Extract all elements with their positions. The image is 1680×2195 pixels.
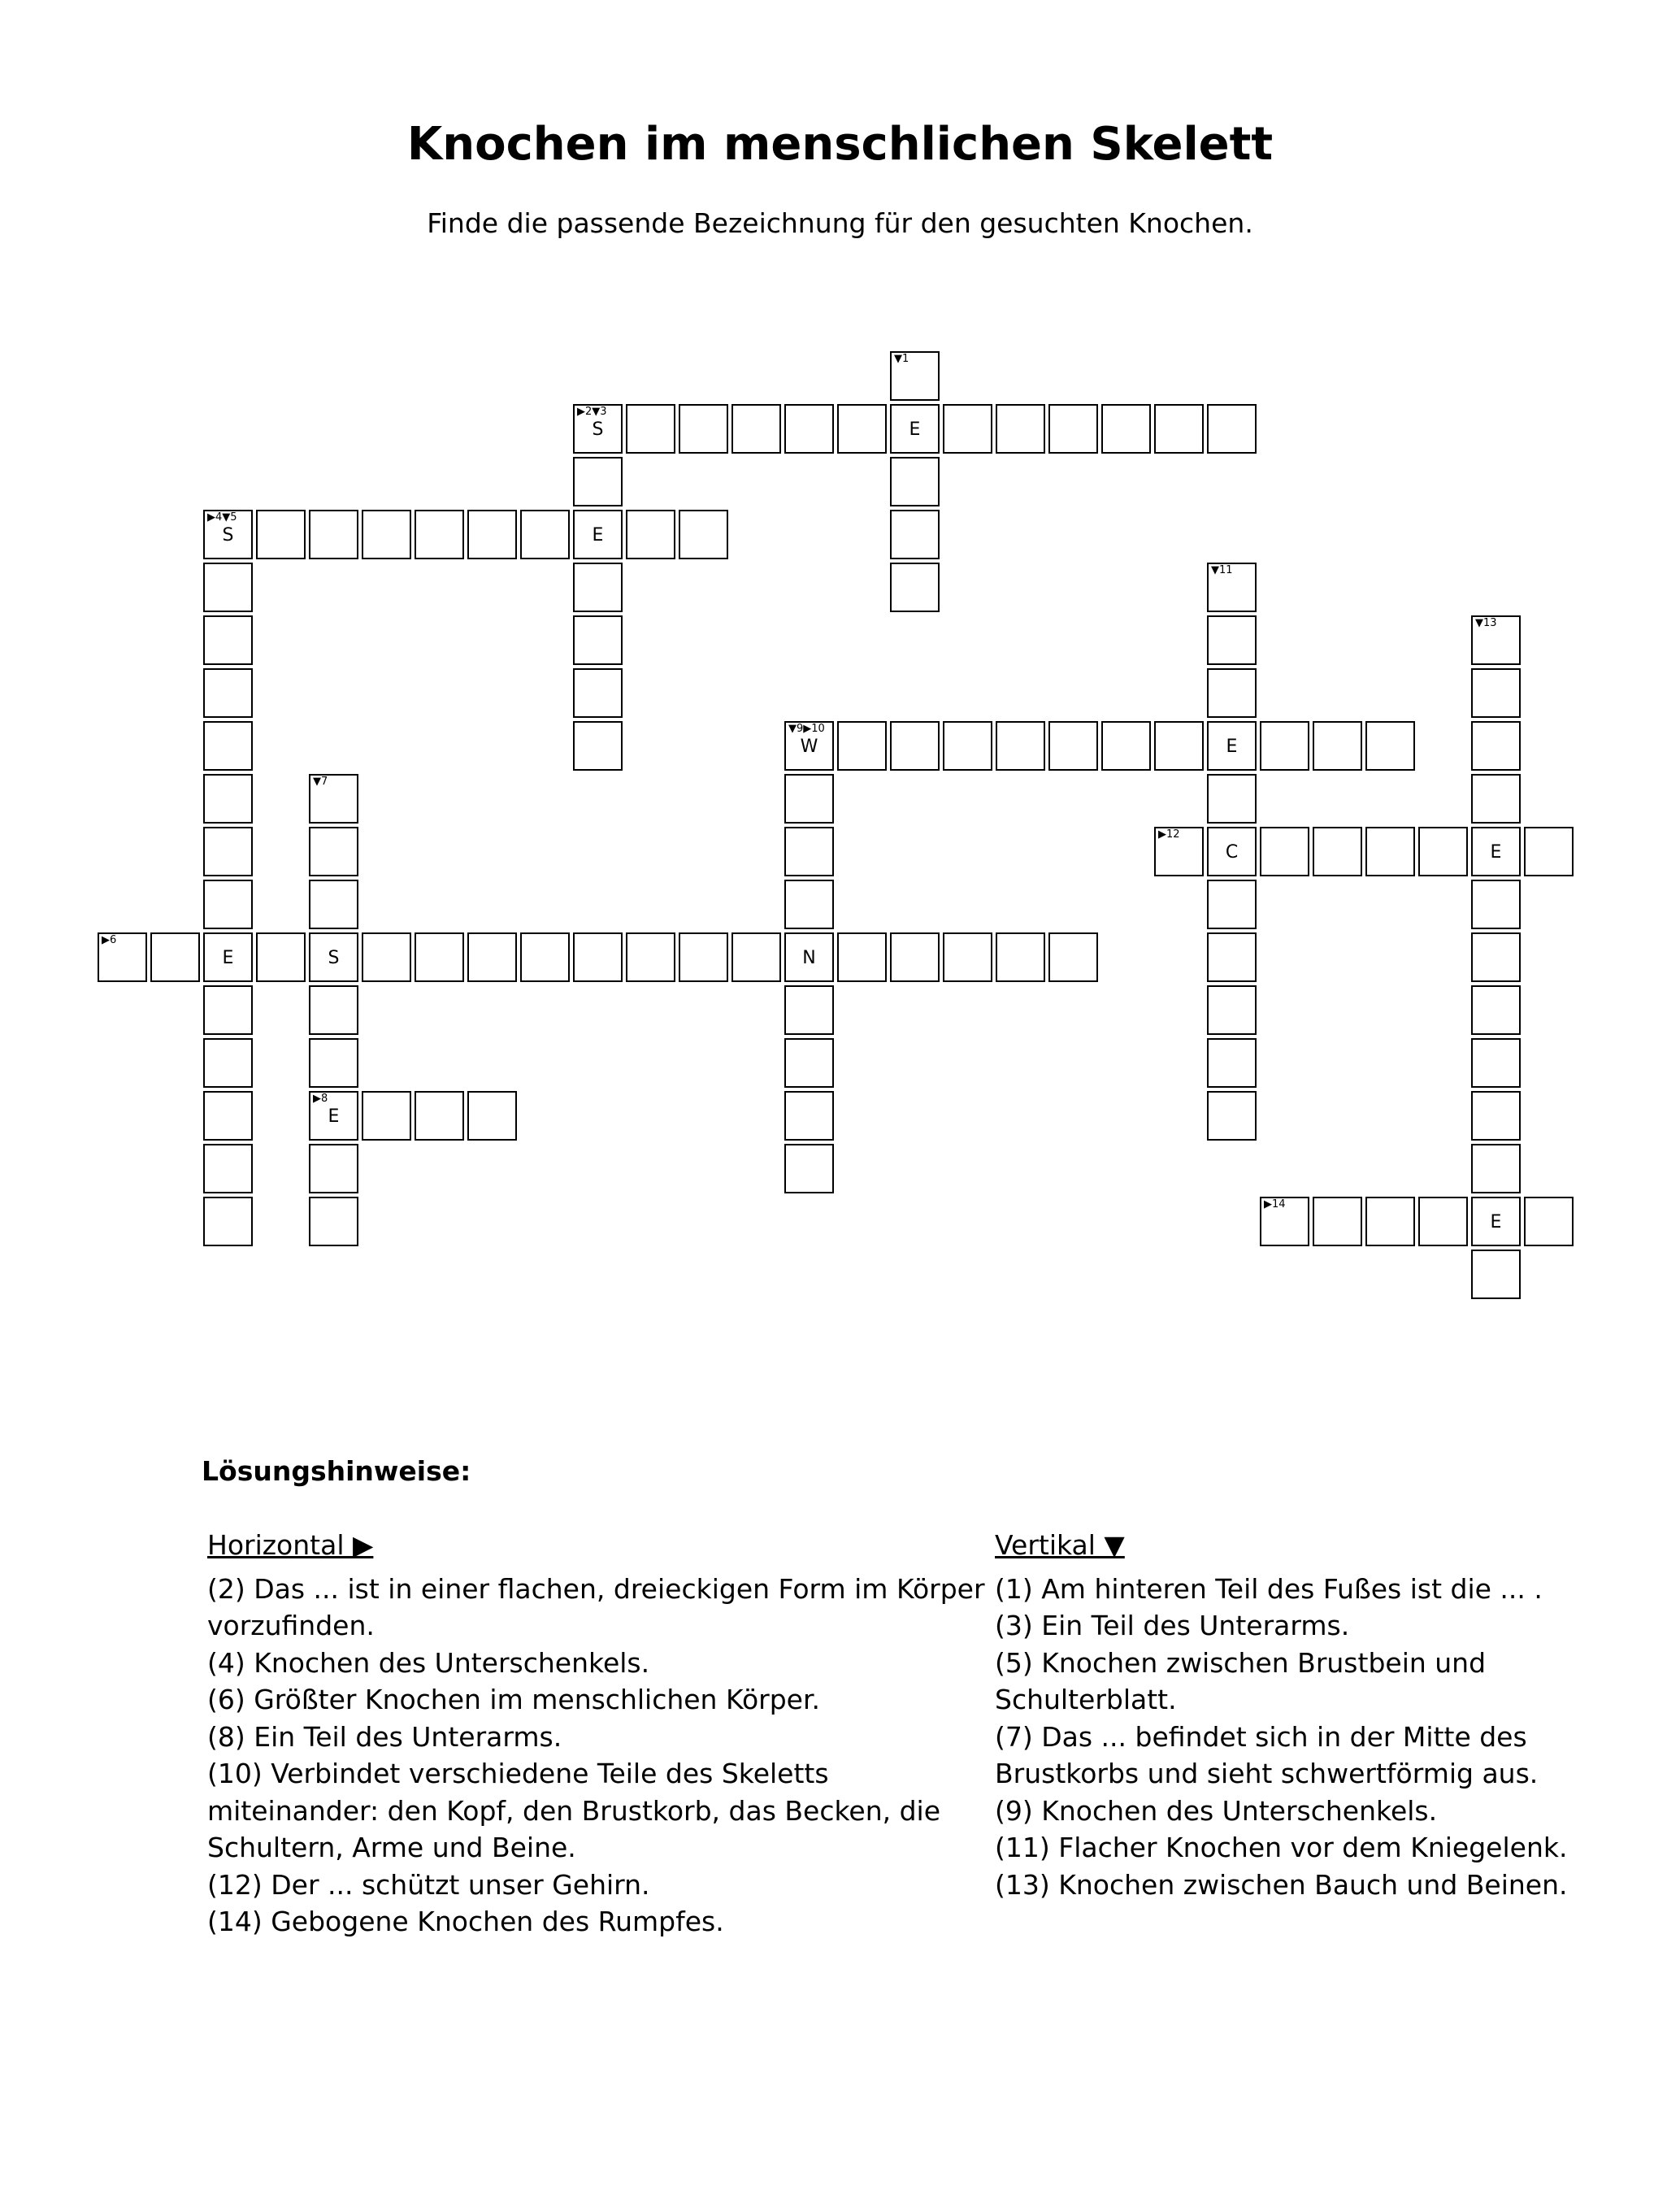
- cell-letter: N: [802, 948, 816, 968]
- crossword-cell[interactable]: [1313, 1197, 1362, 1246]
- crossword-cell[interactable]: [1207, 563, 1257, 612]
- crossword-cell[interactable]: [890, 932, 940, 982]
- crossword-cell[interactable]: [731, 404, 781, 454]
- clue-h-12: (12) Der ... schützt unser Gehirn.: [207, 1868, 650, 1901]
- crossword-cell[interactable]: [203, 880, 253, 929]
- crossword-cell[interactable]: [1471, 1144, 1521, 1193]
- crossword-cell[interactable]: [784, 985, 834, 1035]
- clue-number: ▶8: [313, 1093, 328, 1105]
- crossword-cell[interactable]: [467, 510, 517, 559]
- crossword-cell[interactable]: [890, 457, 940, 506]
- crossword-cell[interactable]: [309, 1144, 358, 1193]
- crossword-cell[interactable]: [1260, 721, 1309, 771]
- crossword-cell[interactable]: [837, 404, 887, 454]
- crossword-cell[interactable]: [1154, 827, 1204, 876]
- cell-letter: E: [1490, 842, 1502, 863]
- clue-number: ▼11: [1211, 564, 1233, 576]
- cell-letter: E: [222, 948, 234, 968]
- crossword-cell[interactable]: [943, 721, 992, 771]
- crossword-cell[interactable]: [1207, 985, 1257, 1035]
- crossword-cell[interactable]: [784, 880, 834, 929]
- clue-number: ▼13: [1475, 617, 1497, 629]
- crossword-cell[interactable]: [1207, 880, 1257, 929]
- crossword-cell[interactable]: [1101, 404, 1151, 454]
- clue-h-8: (8) Ein Teil des Unterarms.: [207, 1720, 562, 1753]
- crossword-cell[interactable]: [573, 563, 623, 612]
- crossword-cell[interactable]: [837, 932, 887, 982]
- crossword-cell[interactable]: [309, 774, 358, 824]
- clue-v-1: (1) Am hinteren Teil des Fußes ist die ... .: [995, 1572, 1543, 1605]
- crossword-cell[interactable]: [1471, 668, 1521, 718]
- crossword-cell[interactable]: [1471, 615, 1521, 665]
- crossword-cell[interactable]: [309, 1091, 358, 1141]
- crossword-cell[interactable]: [467, 932, 517, 982]
- crossword-cell[interactable]: [626, 404, 675, 454]
- crossword-cell[interactable]: [996, 932, 1045, 982]
- crossword-cell[interactable]: [1048, 932, 1098, 982]
- crossword-cell[interactable]: [679, 932, 728, 982]
- crossword-cell[interactable]: [890, 351, 940, 401]
- crossword-cell[interactable]: [415, 1091, 464, 1141]
- crossword-cell[interactable]: [98, 932, 147, 982]
- crossword-cell[interactable]: [415, 510, 464, 559]
- clue-h-4: (4) Knochen des Unterschenkels.: [207, 1646, 650, 1679]
- crossword-cell[interactable]: [1260, 1197, 1309, 1246]
- crossword-cell[interactable]: [203, 1144, 253, 1193]
- crossword-cell[interactable]: [1207, 827, 1257, 876]
- crossword-cell[interactable]: [784, 1038, 834, 1088]
- crossword-cell[interactable]: [256, 510, 306, 559]
- crossword-cell[interactable]: [1260, 827, 1309, 876]
- crossword-cell[interactable]: [1418, 827, 1468, 876]
- page-subtitle: Finde die passende Bezeichnung für den gesuchten Knochen.: [427, 207, 1253, 239]
- crossword-cell[interactable]: [309, 1197, 358, 1246]
- cell-letter: C: [1225, 842, 1239, 863]
- crossword-cell[interactable]: [784, 774, 834, 824]
- crossword-cell[interactable]: [573, 615, 623, 665]
- clue-h-2: (2) Das ... ist in einer flachen, dreieckigen Form im Körper vorzufinden.: [207, 1572, 985, 1641]
- crossword-cell[interactable]: [784, 932, 834, 982]
- crossword-cell[interactable]: [1471, 1091, 1521, 1141]
- crossword-cell[interactable]: [996, 404, 1045, 454]
- clue-v-13: (13) Knochen zwischen Bauch und Beinen.: [995, 1868, 1568, 1901]
- clue-number: ▶14: [1264, 1198, 1286, 1211]
- crossword-cell[interactable]: [1471, 827, 1521, 876]
- crossword-cell[interactable]: [203, 1197, 253, 1246]
- crossword-cell[interactable]: [467, 1091, 517, 1141]
- crossword-cell[interactable]: [784, 1144, 834, 1193]
- crossword-cell[interactable]: [309, 880, 358, 929]
- crossword-cell[interactable]: [1207, 404, 1257, 454]
- crossword-cell[interactable]: [573, 457, 623, 506]
- crossword-cell[interactable]: [943, 404, 992, 454]
- crossword-cell[interactable]: [890, 563, 940, 612]
- crossword-cell[interactable]: [1154, 404, 1204, 454]
- crossword-cell[interactable]: [679, 510, 728, 559]
- clue-number: ▶4▼5: [207, 511, 237, 524]
- clue-v-3: (3) Ein Teil des Unterarms.: [995, 1610, 1350, 1641]
- crossword-cell[interactable]: [626, 510, 675, 559]
- cell-letter: E: [592, 525, 604, 545]
- crossword-cell[interactable]: [1471, 1197, 1521, 1246]
- crossword-cell[interactable]: [1313, 721, 1362, 771]
- crossword-cell[interactable]: [837, 721, 887, 771]
- crossword-cell[interactable]: [1365, 827, 1415, 876]
- crossword-cell[interactable]: [1313, 827, 1362, 876]
- crossword-cell[interactable]: [1207, 721, 1257, 771]
- cell-letter: S: [592, 419, 604, 440]
- cell-letter: S: [328, 948, 340, 968]
- horizontal-clues: [207, 1527, 988, 1941]
- crossword-cell[interactable]: [679, 404, 728, 454]
- crossword-cell[interactable]: [520, 932, 570, 982]
- crossword-cell[interactable]: [573, 404, 623, 454]
- clue-number: ▶6: [102, 934, 117, 946]
- crossword-cell[interactable]: [1471, 721, 1521, 771]
- clue-h-14: (14) Gebogene Knochen des Rumpfes.: [207, 1906, 724, 1937]
- hints-heading: Lösungshinweise:: [202, 1455, 471, 1487]
- crossword-cell[interactable]: [1471, 985, 1521, 1035]
- clue-number: ▼1: [894, 353, 909, 365]
- horizontal-clues-heading: Horizontal ▶: [207, 1529, 374, 1561]
- crossword-cell[interactable]: [1207, 615, 1257, 665]
- cell-letter: E: [909, 419, 921, 440]
- cell-letter: E: [1490, 1212, 1502, 1232]
- crossword-cell[interactable]: [1207, 932, 1257, 982]
- crossword-cell[interactable]: [203, 668, 253, 718]
- page-title: Knochen im menschlichen Skelett: [406, 118, 1274, 171]
- crossword-cell[interactable]: [573, 510, 623, 559]
- crossword-cell[interactable]: [203, 510, 253, 559]
- crossword-cell[interactable]: [203, 563, 253, 612]
- crossword-cell[interactable]: [1524, 1197, 1574, 1246]
- clue-v-5: (5) Knochen zwischen Brustbein und Schulterblatt.: [995, 1646, 1487, 1715]
- crossword-cell[interactable]: [1048, 721, 1098, 771]
- crossword-cell[interactable]: [203, 721, 253, 771]
- crossword-cell[interactable]: [309, 510, 358, 559]
- cell-letter: W: [800, 737, 818, 757]
- clue-v-11: (11) Flacher Knochen vor dem Kniegelenk.: [995, 1832, 1568, 1863]
- crossword-cell[interactable]: [890, 404, 940, 454]
- crossword-cell[interactable]: [1207, 1038, 1257, 1088]
- crossword-cell[interactable]: [256, 932, 306, 982]
- crossword-cell[interactable]: [573, 932, 623, 982]
- crossword-cell[interactable]: [203, 932, 253, 982]
- crossword-cell[interactable]: [203, 827, 253, 876]
- crossword-cell[interactable]: [1524, 827, 1574, 876]
- crossword-cell[interactable]: [203, 615, 253, 665]
- cell-letter: S: [222, 525, 234, 545]
- vertical-clues: [995, 1527, 1613, 1903]
- clue-number: ▶12: [1158, 828, 1180, 841]
- clue-v-9: (9) Knochen des Unterschenkels.: [995, 1794, 1438, 1827]
- clue-number: ▼9▶10: [788, 723, 825, 735]
- crossword-cell[interactable]: [784, 721, 834, 771]
- crossword-cell[interactable]: [1418, 1197, 1468, 1246]
- crossword-cell[interactable]: [362, 932, 411, 982]
- crossword-cell[interactable]: [309, 827, 358, 876]
- clue-number: ▼7: [313, 776, 328, 788]
- vertical-clues-heading: Vertikal ▼: [995, 1529, 1125, 1561]
- cell-letter: E: [1226, 737, 1238, 757]
- crossword-cell[interactable]: [203, 1038, 253, 1088]
- crossword-cell[interactable]: [1154, 721, 1204, 771]
- crossword-cell[interactable]: [573, 721, 623, 771]
- crossword-cell[interactable]: [626, 932, 675, 982]
- crossword-cell[interactable]: [1207, 1091, 1257, 1141]
- crossword-cell[interactable]: [309, 1038, 358, 1088]
- crossword-cell[interactable]: [203, 985, 253, 1035]
- crossword-cell[interactable]: [362, 510, 411, 559]
- crossword-cell[interactable]: [890, 721, 940, 771]
- crossword-cell[interactable]: [309, 985, 358, 1035]
- crossword-cell[interactable]: [573, 668, 623, 718]
- crossword-cell[interactable]: [203, 1091, 253, 1141]
- clue-h-10: (10) Verbindet verschiedene Teile des Skeletts miteinander: den Kopf, den Brustkorb, das Becken, die Schultern, Arme und Beine.: [207, 1758, 941, 1863]
- crossword-cell[interactable]: [943, 932, 992, 982]
- crossword-cell[interactable]: [784, 1091, 834, 1141]
- cell-letter: E: [328, 1106, 340, 1127]
- crossword-cell[interactable]: [784, 827, 834, 876]
- crossword-cell[interactable]: [203, 774, 253, 824]
- crossword-cell[interactable]: [1365, 721, 1415, 771]
- crossword-cell[interactable]: [890, 510, 940, 559]
- crossword-cell[interactable]: [520, 510, 570, 559]
- crossword-cell[interactable]: [1471, 774, 1521, 824]
- crossword-cell[interactable]: [1471, 1038, 1521, 1088]
- crossword-cell[interactable]: [1471, 932, 1521, 982]
- crossword-cell[interactable]: [1048, 404, 1098, 454]
- crossword-cell[interactable]: [362, 1091, 411, 1141]
- crossword-cell[interactable]: [415, 932, 464, 982]
- crossword-cell[interactable]: [1101, 721, 1151, 771]
- crossword-cell[interactable]: [1365, 1197, 1415, 1246]
- clue-number: ▶2▼3: [577, 406, 607, 418]
- crossword-cell[interactable]: [996, 721, 1045, 771]
- crossword-cell[interactable]: [784, 404, 834, 454]
- clue-v-7: (7) Das ... befindet sich in der Mitte des Brustkorbs und sieht schwertförmig aus.: [995, 1720, 1539, 1789]
- clue-h-6: (6) Größter Knochen im menschlichen Körper.: [207, 1684, 820, 1715]
- crossword-cell[interactable]: [1471, 1250, 1521, 1299]
- crossword-cell[interactable]: [1471, 880, 1521, 929]
- crossword-cell[interactable]: [1207, 668, 1257, 718]
- crossword-cell[interactable]: [309, 932, 358, 982]
- crossword-cell[interactable]: [150, 932, 200, 982]
- crossword-cell[interactable]: [1207, 774, 1257, 824]
- crossword-cell[interactable]: [731, 932, 781, 982]
